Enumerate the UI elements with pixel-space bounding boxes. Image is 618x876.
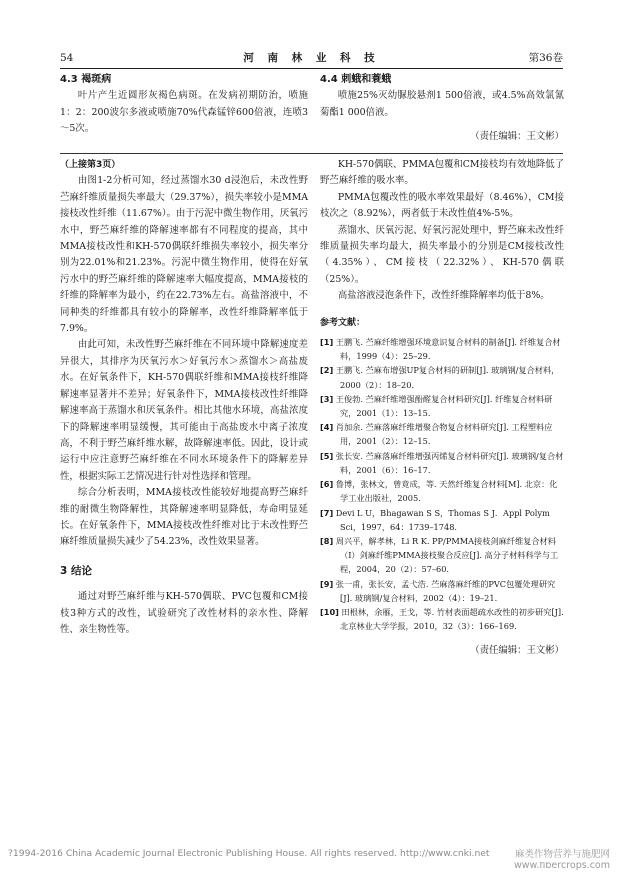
left-column <box>60 157 308 638</box>
right-column <box>320 157 564 660</box>
volume-label: 第36卷 <box>528 52 563 64</box>
reference-item: [3] 王俊勃. 苎麻纤维增强酚醛复合材料研究[J]. 纤维复合材料研究，2001（1）：13–15. <box>320 393 553 419</box>
page-footer-site <box>8 862 610 876</box>
paragraph: 由图1-2分析可知，经过蒸馏水30 d浸泡后，未改性野苎麻纤维质量损失率最大（29.37%），损失率较小是MMA接枝改性纤维（11.67%）。由于污泥中微生物作用，厌氧污水中，野苎麻纤维的降解速率都有不同程度的提高，其中MMA接枝改性和KH-570偶联纤维损失率较小，损失率分别为22.01%和21.23%。污泥中微生物作用，使得在好氧污水中的野苎麻纤维的降解速率大幅度提高，MMA接枝的纤维的降解率为最小，约在22.73%左右。高盐溶液中，不同种类的纤维都具有较小的降解率，改性纤维降解率低于7.9%。 <box>60 175 308 335</box>
paragraph: 叶片产生近圆形灰褐色病斑。在发病初期防治，喷施1：2：200波尔多液或喷施70%代森锰锌600倍液，连喷3～5次。 <box>60 90 308 135</box>
header-rule <box>60 68 563 69</box>
paragraph: 喷施25%灭幼脲胶悬剂1 500倍液，或4.5%高效氯氰菊酯1 000倍液。 <box>320 90 564 118</box>
section-heading-4-4: 4.4 刺蛾和蓑蛾 <box>320 74 392 85</box>
paragraph: 综合分析表明，MMA接枝改性能较好地提高野苎麻纤维的耐微生物降解性，其降解速率明显降低，寿命明显延长。在好氧条件下，MMA接枝改性纤维对比于未改性野苎麻纤维质量损失减少了54.23%，改性效果显著。 <box>60 487 308 548</box>
reference-item: [4] 肖加余. 苎麻落麻纤维增聚合物复合材料研究[J]. 工程塑料应用，2001（2）：12–15. <box>320 422 553 447</box>
reference-item: [2] 王鹏飞. 苎麻布增强UP复合材料的研制[J]. 玻璃钢/复合材料，2000（2）：18–20. <box>320 365 560 390</box>
editor-note: （责任编辑：王文彬） <box>470 131 564 143</box>
watermark-site: www.fibercrops.com <box>513 862 610 871</box>
paragraph: 蒸馏水、厌氧污泥、好氧污泥处理中，野苎麻未改性纤维质量损失率均最大，损失率最小的分别是CM接枝改性（4.35%）、CM接枝（22.32%）、KH-570偶联（25%）。 <box>320 224 564 285</box>
reference-item: [9] 张一甫，张长安，孟弋浩. 苎麻落麻纤维的PVC包覆处理研究[J]. 玻璃钢/复合材料，2002（4）：19–21. <box>320 578 556 603</box>
editor-note: （责任编辑：王文彬） <box>470 645 564 657</box>
page-footer <box>8 848 610 862</box>
paragraph: 通过对野苎麻纤维与KH-570偶联、PVC包覆和CM接枝3种方式的改性，试验研究了改性材料的亲水性、降解性、亲生物性等。 <box>60 591 308 635</box>
reference-list <box>320 335 564 633</box>
continued-from-label: （上接第3页） <box>60 160 121 170</box>
top-right-block <box>320 72 564 146</box>
reference-item: [7] Devi L U，Bhagawan S S，Thomas S J．Appl Polym Sci，1997，64：1739–1748. <box>320 507 550 532</box>
page-header <box>60 50 563 66</box>
paragraph: 高盐溶液浸泡条件下，改性纤维降解率均低于8%。 <box>337 290 550 302</box>
references-heading: 参考文献： <box>320 317 366 328</box>
reference-item: [5] 张长安. 苎麻落麻纤维增强丙烯复合材料研究[J]. 玻璃钢/复合材料，2001（6）：16–17. <box>320 450 564 475</box>
reference-item: [10] 田根林，余雁，王戈，等. 竹材表面超疏水改性的初步研究[J]. 北京林业大学学报，2010，32（3）：166–169. <box>320 606 564 632</box>
conclusion-heading: 3 结论 <box>60 564 92 577</box>
reference-item: [1] 王鹏飞. 苎麻纤维增强环境意识复合材料的制备[J]. 纤维复合材料，1999（4）：25–29. <box>320 337 561 362</box>
watermark-text: 麻类作物营养与施肥网 <box>514 849 610 860</box>
copyright-text: ?1994-2016 China Academic Journal Electronic Publishing House. All rights reserved. http://www.cnki.net <box>8 848 490 859</box>
journal-title: 河 南 林 业 科 技 <box>243 52 380 64</box>
reference-item: [6] 鲁博，张林文，曾竟成，等. 天然纤维复合材料[M]. 北京：化学工业出版社，2005. <box>320 479 558 504</box>
paragraph: PMMA包覆改性的吸水率效果最好（8.46%），CM接枝次之（8.92%），两者低于未改性值4%-5%。 <box>320 191 564 220</box>
page-number: 54 <box>60 52 74 64</box>
top-left-block <box>60 72 308 138</box>
article-divider <box>60 153 563 154</box>
paragraph: KH-570偶联、PMMA包覆和CM接枝均有效地降低了野苎麻纤维的吸水率。 <box>320 159 564 187</box>
reference-item: [8] 周兴平，解孝林，Li R K. PP/PMMA接枝剑麻纤维复合材料（I）剑麻纤维PMMA接枝聚合反应[J]. 高分子材料科学与工程，2004，20（2）：57–60. <box>320 535 559 575</box>
section-heading-4-3: 4.3 褐斑病 <box>60 74 112 85</box>
paragraph: 由此可知，未改性野苎麻纤维在不同环境中降解速度差异很大，其排序为厌氧污水＞好氧污水＞蒸馏水＞高盐废水。在好氧条件下，KH-570偶联纤维和MMA接枝纤维降解速率显著并不差异；好氧条件下，MMA接枝改性纤维降解速率高于蒸馏水和厌氧条件。相比其他水环境，高盐浓度下的降解速率明显缓慢，其可能由于高盐废水中离子浓度高，不利于野苎麻纤维水解，故降解速率低。因此，设计或运行中应注意野苎麻纤维在不同水环境条件下的降解差异性，根据实际工艺情况进行针对性选择和管理。 <box>60 339 308 482</box>
